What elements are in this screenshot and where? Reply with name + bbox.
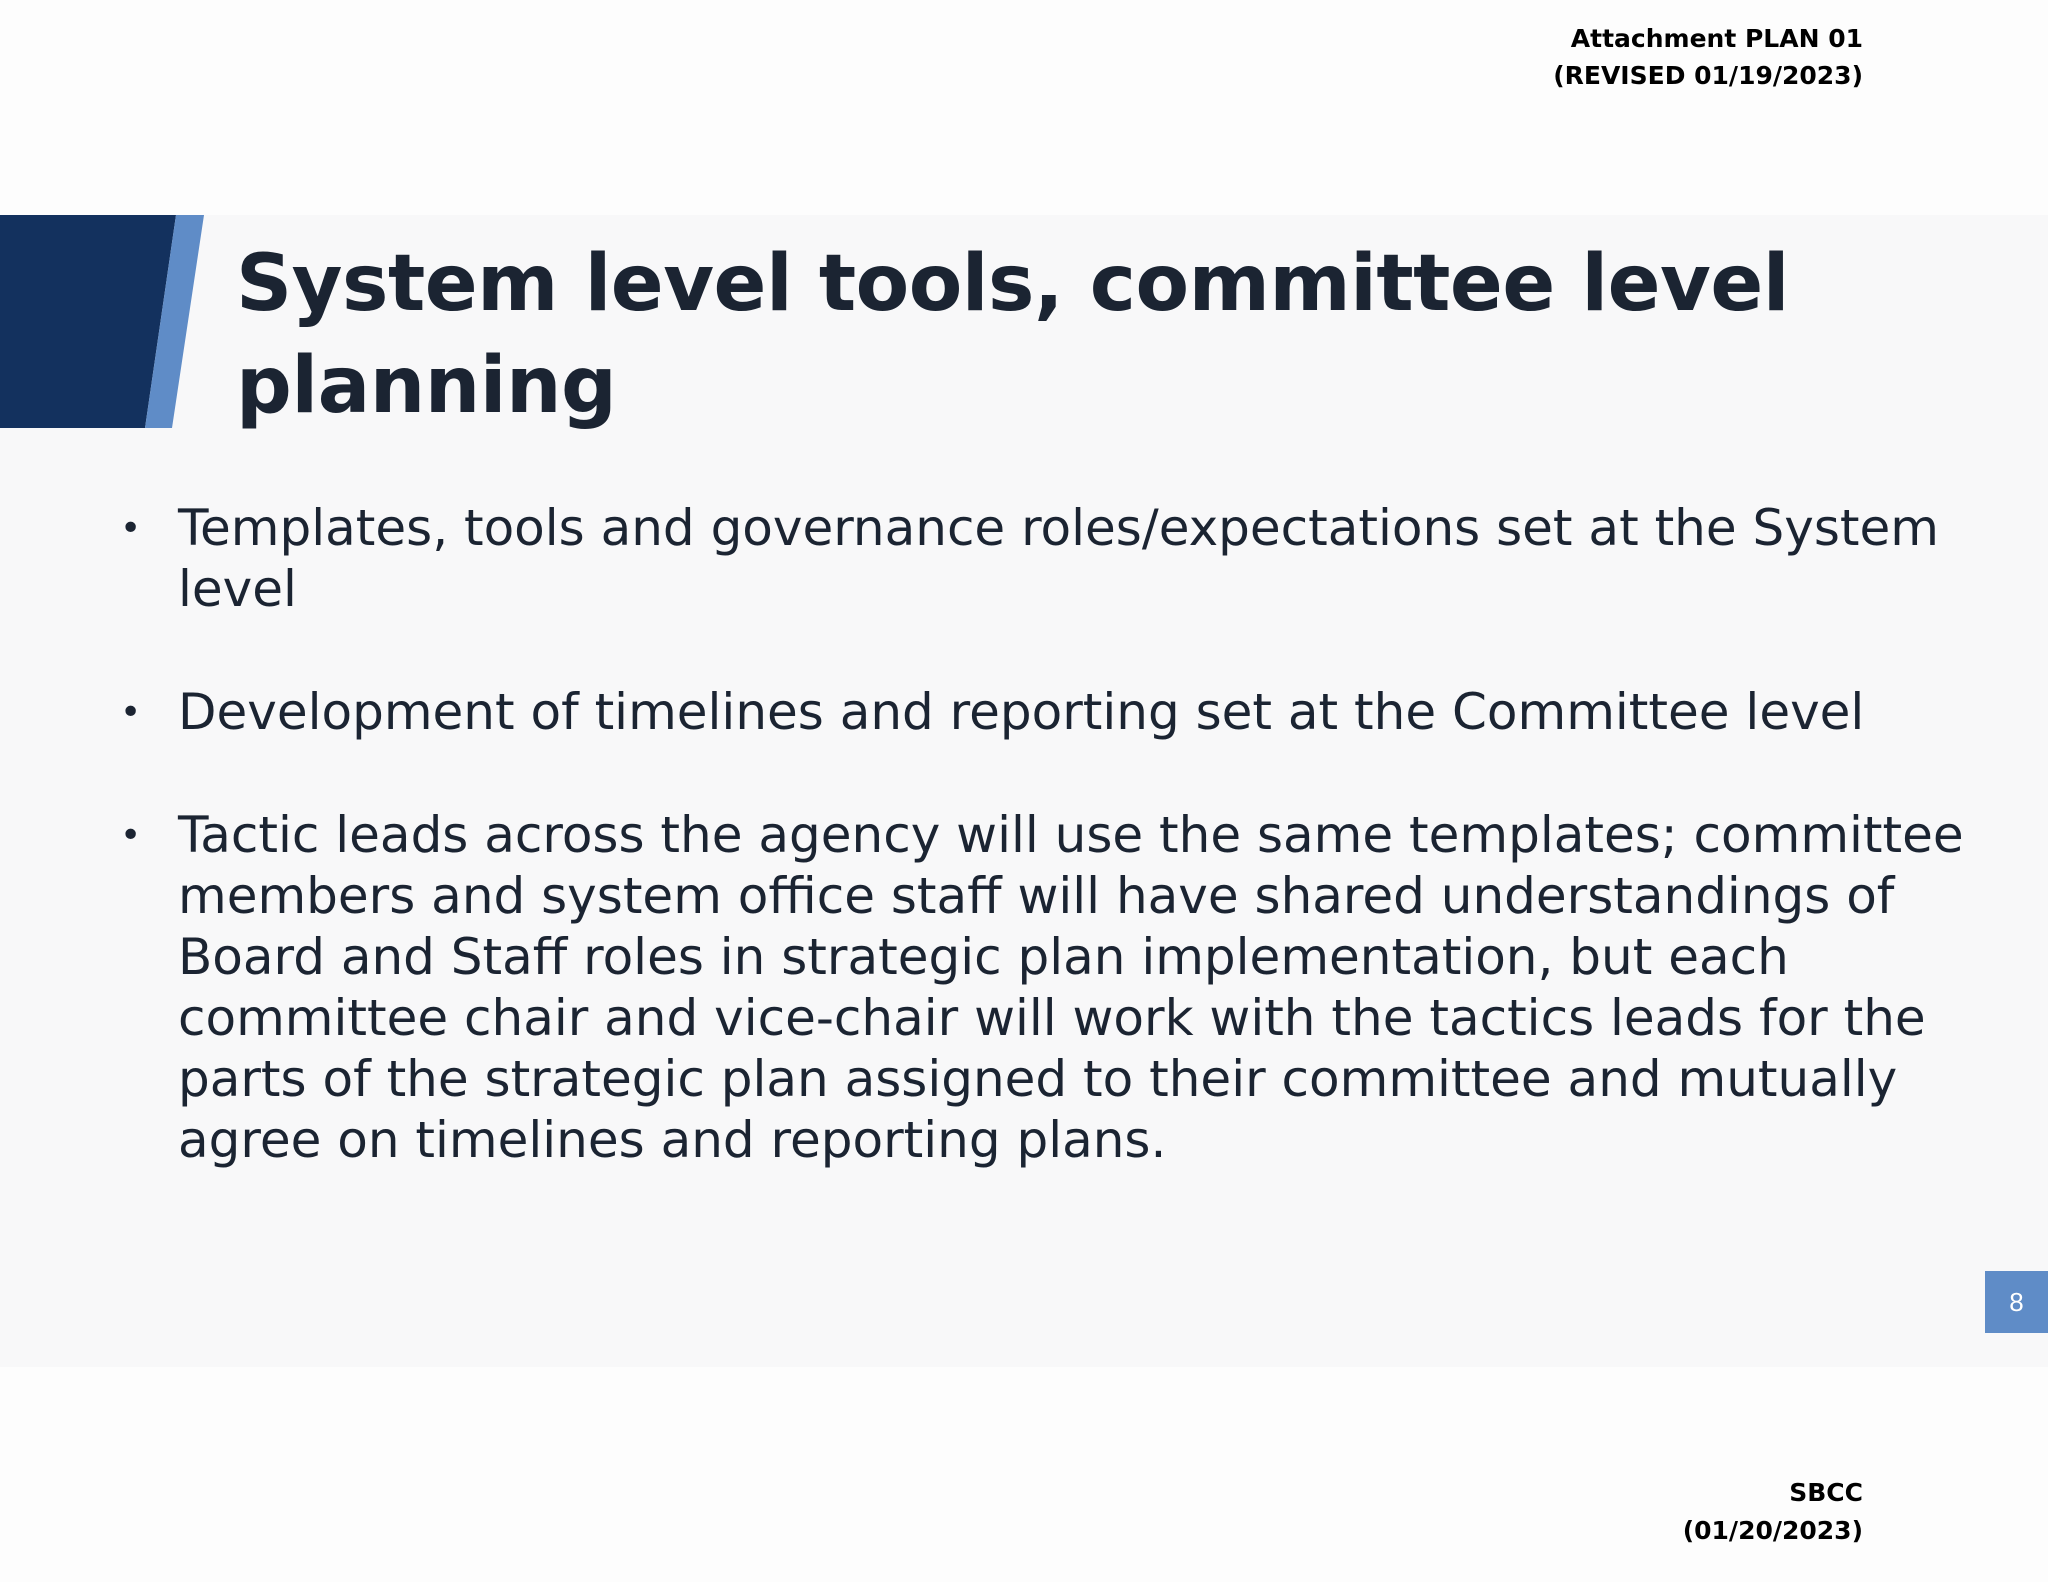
bullet-icon: • [120, 815, 142, 856]
bullet-icon: • [120, 508, 142, 549]
attachment-label: Attachment PLAN 01 [1570, 24, 1863, 53]
accent-dark-block [0, 215, 176, 428]
slide-content [0, 215, 2048, 1367]
footer-date: (01/20/2023) [1682, 1516, 1863, 1545]
slide-title-line-1: System level tools, committee level [236, 239, 1790, 329]
page-number-badge: 8 [1985, 1271, 2048, 1333]
footer-note [1683, 1474, 1863, 1550]
bullet-item [0, 498, 2048, 620]
title-accent-shape [0, 215, 204, 428]
bullet-text: Tactic leads across the agency will use the same templates; committee members and system office staff will have shared understandings of Board and Staff roles in strategic plan implementation, but each committee chair and vice-chair will work with the tactics leads for the parts of the strategic plan assigned to their committee and mutually agree on timelines and reporting plans. [178, 806, 1964, 1169]
attachment-header [1553, 20, 1863, 94]
bullet-icon: • [120, 692, 142, 733]
footer-org: SBCC [1789, 1478, 1863, 1507]
revised-date: (REVISED 01/19/2023) [1553, 61, 1863, 90]
bullet-text: Development of timelines and reporting set at the Committee level [178, 683, 1865, 741]
bullet-text: Templates, tools and governance roles/expectations set at the System level [178, 499, 1939, 618]
bullet-item [0, 682, 2048, 743]
slide-title [236, 233, 1996, 437]
slide-title-line-2: planning [236, 341, 617, 431]
bullet-item [0, 805, 2048, 1171]
bullet-list [0, 498, 2048, 1233]
